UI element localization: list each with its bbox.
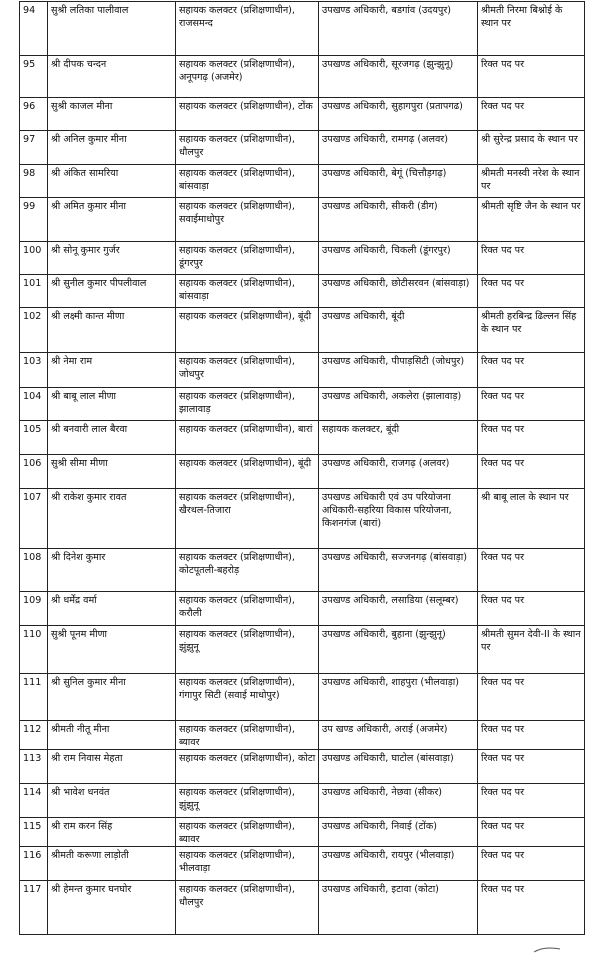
cell-num: 98 [20,165,48,198]
cell-place: उपखण्ड अधिकारी एवं उप परियोजना अधिकारी-सहरिया विकास परियोजना, किशनगंज (बारां) [319,489,478,549]
cell-num: 97 [20,131,48,165]
cell-remark: श्रीमती सुमन देवी-II के स्थान पर [478,626,585,674]
cell-place: उपखण्ड अधिकारी, सुहागपुरा (प्रतापगढ) [319,98,478,131]
table-row [20,750,585,784]
cell-num: 100 [20,242,48,275]
cell-name: श्री दिनेश कुमार [48,549,176,592]
cell-name: श्री लक्ष्मी कान्त मीणा [48,308,176,353]
cell-remark: रिक्त पद पर [478,592,585,626]
cell-num: 107 [20,489,48,549]
cell-place: उपखण्ड अधिकारी, घाटोल (बांसवाड़ा) [319,750,478,784]
cell-remark: रिक्त पद पर [478,721,585,750]
cell-post: सहायक कलक्टर (प्रशिक्षणाधीन), खैरथल-तिजारा [176,489,319,549]
cell-remark: रिक्त पद पर [478,275,585,308]
cell-num: 108 [20,549,48,592]
cell-place: उपखण्ड अधिकारी, नेछवा (सीकर) [319,784,478,818]
cell-num: 99 [20,198,48,242]
cell-name: श्री बाबू लाल मीणा [48,388,176,421]
cell-num: 102 [20,308,48,353]
cell-post: सहायक कलक्टर (प्रशिक्षणाधीन), बारां [176,421,319,455]
cell-name: श्री राम करन सिंह [48,818,176,847]
table-row [20,847,585,881]
cell-name: श्री धर्मेंद्र वर्मा [48,592,176,626]
cell-post: सहायक कलक्टर (प्रशिक्षणाधीन), भीलवाड़ा [176,847,319,881]
pen-mark [532,946,562,954]
posting-table-body [20,2,585,935]
cell-place: उपखण्ड अधिकारी, सीकरी (डीग) [319,198,478,242]
cell-place: उपखण्ड अधिकारी, बडगांव (उदयपुर) [319,2,478,56]
cell-name: श्री अंकित सामरिया [48,165,176,198]
table-row [20,165,585,198]
cell-num: 94 [20,2,48,56]
cell-place: सहायक कलक्टर, बूंदी [319,421,478,455]
cell-num: 117 [20,881,48,935]
table-row [20,242,585,275]
cell-name: श्री अनिल कुमार मीना [48,131,176,165]
cell-post: सहायक कलक्टर (प्रशिक्षणाधीन), धौलपुर [176,881,319,935]
cell-place: उपखण्ड अधिकारी, छोटीसरवन (बांसवाड़ा) [319,275,478,308]
table-row [20,489,585,549]
cell-remark: रिक्त पद पर [478,818,585,847]
cell-remark: रिक्त पद पर [478,549,585,592]
cell-post: सहायक कलक्टर (प्रशिक्षणाधीन), गंगापुर सिटी (सवाई माधोपुर) [176,674,319,721]
cell-name: श्री राकेश कुमार रावत [48,489,176,549]
cell-name: सुश्री लतिका पालीवाल [48,2,176,56]
cell-num: 111 [20,674,48,721]
cell-num: 95 [20,56,48,98]
cell-post: सहायक कलक्टर (प्रशिक्षणाधीन), झालावाड़ [176,388,319,421]
table-row [20,131,585,165]
cell-name: श्री बनवारी लाल बैरवा [48,421,176,455]
cell-place: उपखण्ड अधिकारी, रायपुर (भीलवाड़ा) [319,847,478,881]
cell-post: सहायक कलक्टर (प्रशिक्षणाधीन), राजसमन्द [176,2,319,56]
cell-place: उपखण्ड अधिकारी, इटावा (कोटा) [319,881,478,935]
cell-place: उपखण्ड अधिकारी, लसाडिया (सलूम्बर) [319,592,478,626]
cell-post: सहायक कलक्टर (प्रशिक्षणाधीन), जोधपुर [176,353,319,388]
table-row [20,388,585,421]
cell-remark: रिक्त पद पर [478,421,585,455]
cell-num: 114 [20,784,48,818]
table-row [20,56,585,98]
cell-place: उपखण्ड अधिकारी, शाहपुरा (भीलवाड़ा) [319,674,478,721]
table-row [20,98,585,131]
table-row [20,674,585,721]
cell-name: श्री सोनू कुमार गुर्जर [48,242,176,275]
cell-remark: रिक्त पद पर [478,455,585,489]
table-row [20,784,585,818]
cell-name: सुश्री सीमा मीणा [48,455,176,489]
cell-post: सहायक कलक्टर (प्रशिक्षणाधीन), कोटपूतली-बहरोड़ [176,549,319,592]
cell-name: सुश्री काजल मीना [48,98,176,131]
cell-post: सहायक कलक्टर (प्रशिक्षणाधीन), झुंझुनू [176,784,319,818]
cell-remark: श्रीमती मनस्वी नरेश के स्थान पर [478,165,585,198]
table-row [20,198,585,242]
cell-remark: रिक्त पद पर [478,388,585,421]
cell-place: उपखण्ड अधिकारी, राजगढ़ (अलवर) [319,455,478,489]
cell-place: उपखण्ड अधिकारी, सज्जनगढ़ (बांसवाड़ा) [319,549,478,592]
cell-post: सहायक कलक्टर (प्रशिक्षणाधीन), अनूपगढ़ (अजमेर) [176,56,319,98]
cell-post: सहायक कलक्टर (प्रशिक्षणाधीन), झुंझुनू [176,626,319,674]
cell-post: सहायक कलक्टर (प्रशिक्षणाधीन), ब्यावर [176,721,319,750]
cell-post: सहायक कलक्टर (प्रशिक्षणाधीन), बांसवाड़ा [176,275,319,308]
cell-num: 116 [20,847,48,881]
table-row [20,721,585,750]
cell-num: 112 [20,721,48,750]
cell-place: उपखण्ड अधिकारी, बेगूं (चित्तौड़गढ़) [319,165,478,198]
cell-remark: रिक्त पद पर [478,242,585,275]
cell-post: सहायक कलक्टर (प्रशिक्षणाधीन), बूंदी [176,308,319,353]
cell-num: 105 [20,421,48,455]
table-row [20,353,585,388]
cell-post: सहायक कलक्टर (प्रशिक्षणाधीन), ब्यावर [176,818,319,847]
table-row [20,881,585,935]
cell-place: उपखण्ड अधिकारी, अकलेरा (झालावाड़) [319,388,478,421]
table-row [20,592,585,626]
cell-post: सहायक कलक्टर (प्रशिक्षणाधीन), धौलपुर [176,131,319,165]
cell-name: श्रीमती करूणा लाड़ोती [48,847,176,881]
table-row [20,455,585,489]
table-row [20,549,585,592]
table-row [20,421,585,455]
cell-remark: रिक्त पद पर [478,881,585,935]
cell-num: 113 [20,750,48,784]
cell-name: सुश्री पूनम मीणा [48,626,176,674]
table-row [20,818,585,847]
cell-place: उपखण्ड अधिकारी, बूंदी [319,308,478,353]
cell-remark: श्रीमती निरमा बिश्नोई के स्थान पर [478,2,585,56]
cell-num: 103 [20,353,48,388]
cell-num: 110 [20,626,48,674]
table-row [20,2,585,56]
cell-place: उपखण्ड अधिकारी, चिकली (डूंगरपुर) [319,242,478,275]
cell-remark: रिक्त पद पर [478,750,585,784]
cell-remark: रिक्त पद पर [478,98,585,131]
cell-name: श्री सुनिल कुमार मीना [48,674,176,721]
cell-post: सहायक कलक्टर (प्रशिक्षणाधीन), डूंगरपुर [176,242,319,275]
cell-name: श्री अमित कुमार मीना [48,198,176,242]
posting-table [19,1,585,935]
table-row [20,626,585,674]
cell-place: उपखण्ड अधिकारी, रामगढ़ (अलवर) [319,131,478,165]
cell-post: सहायक कलक्टर (प्रशिक्षणाधीन), कोटा [176,750,319,784]
cell-name: श्री दीपक चन्दन [48,56,176,98]
cell-post: सहायक कलक्टर (प्रशिक्षणाधीन), करौली [176,592,319,626]
cell-remark: श्रीमती सृष्टि जैन के स्थान पर [478,198,585,242]
cell-post: सहायक कलक्टर (प्रशिक्षणाधीन), टोंक [176,98,319,131]
cell-name: श्रीमती नीतू मीना [48,721,176,750]
cell-name: श्री राम निवास मेहता [48,750,176,784]
cell-num: 109 [20,592,48,626]
cell-num: 101 [20,275,48,308]
cell-name: श्री हेमन्त कुमार घनघोर [48,881,176,935]
cell-num: 104 [20,388,48,421]
cell-name: श्री सुनील कुमार पीपलीवाल [48,275,176,308]
cell-post: सहायक कलक्टर (प्रशिक्षणाधीन), सवाईमाधोपुर [176,198,319,242]
cell-remark: श्रीमती हरबिन्द्र ढिल्लन सिंह के स्थान पर [478,308,585,353]
cell-place: उपखण्ड अधिकारी, पीपाड़सिटी (जोधपुर) [319,353,478,388]
cell-remark: रिक्त पद पर [478,56,585,98]
cell-remark: रिक्त पद पर [478,353,585,388]
cell-name: श्री भावेश धनवंत [48,784,176,818]
cell-place: उपखण्ड अधिकारी, निवाई (टोंक) [319,818,478,847]
cell-post: सहायक कलक्टर (प्रशिक्षणाधीन), बूंदी [176,455,319,489]
cell-num: 106 [20,455,48,489]
table-row [20,308,585,353]
table-row [20,275,585,308]
cell-num: 115 [20,818,48,847]
cell-num: 96 [20,98,48,131]
cell-place: उपखण्ड अधिकारी, बुहाना (झुन्झुनू) [319,626,478,674]
cell-remark: रिक्त पद पर [478,847,585,881]
cell-remark: रिक्त पद पर [478,674,585,721]
cell-place: उप खण्ड अधिकारी, अराई (अजमेर) [319,721,478,750]
cell-name: श्री नेमा राम [48,353,176,388]
cell-place: उपखण्ड अधिकारी, सूरजगढ़ (झुन्झुनू) [319,56,478,98]
cell-remark: श्री सुरेन्द्र प्रसाद के स्थान पर [478,131,585,165]
cell-post: सहायक कलक्टर (प्रशिक्षणाधीन), बांसवाड़ा [176,165,319,198]
cell-remark: श्री बाबू लाल के स्थान पर [478,489,585,549]
cell-remark: रिक्त पद पर [478,784,585,818]
